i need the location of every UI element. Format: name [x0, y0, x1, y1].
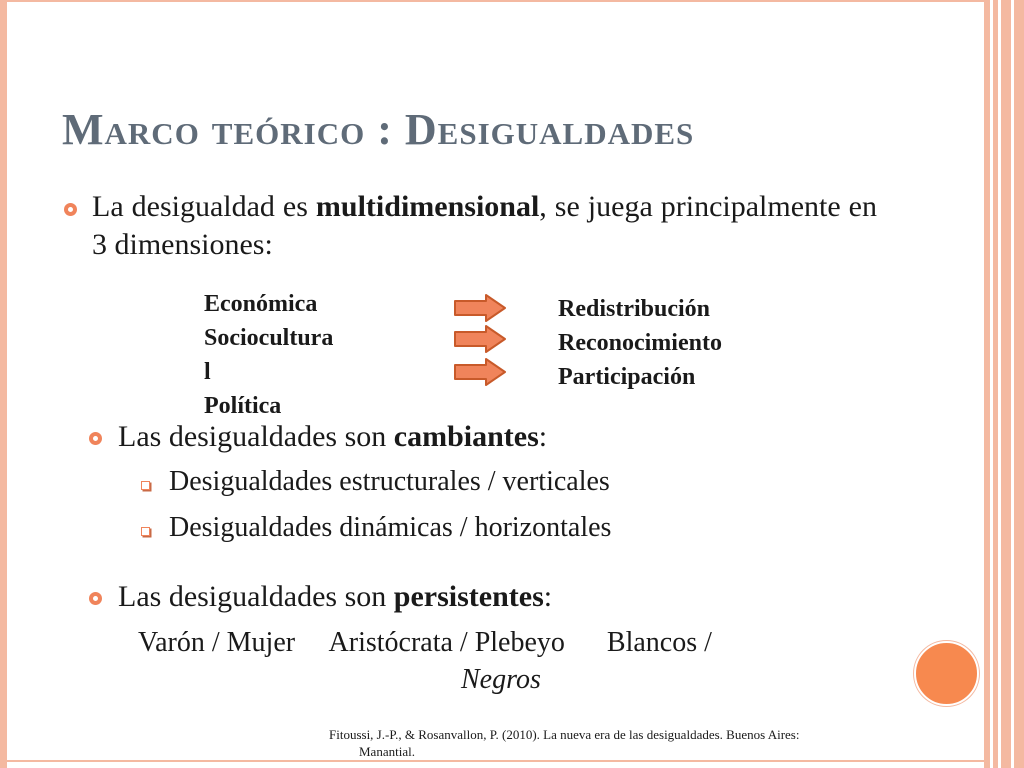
decorative-circle	[914, 641, 979, 706]
bullet-text-bold: persistentes	[393, 580, 544, 613]
bullet-multidimensional	[92, 188, 877, 264]
persistent-pairs-line1: Varón / Mujer Aristócrata / Plebeyo Blancos /	[138, 627, 712, 658]
bullet-cambiantes	[118, 418, 547, 456]
frame-top-border	[7, 0, 984, 2]
right-stripe-1	[984, 0, 990, 768]
bullet-persistentes	[118, 578, 552, 616]
dimension-item: Sociocultura	[204, 325, 334, 351]
ring-bullet-icon	[64, 203, 77, 216]
persistent-pairs-line2: Negros	[461, 664, 541, 695]
bullet-text-suffix: :	[538, 420, 548, 453]
right-arrow-icon	[453, 324, 507, 354]
dimension-result-item: Redistribución	[558, 296, 711, 322]
dimension-result-list	[558, 292, 722, 394]
square-bullet-icon	[141, 481, 150, 490]
sub-bullet-item: Desigualdades dinámicas / horizontales	[169, 512, 612, 543]
dimension-result-item: Participación	[558, 364, 696, 390]
dimension-result-item: Reconocimiento	[558, 330, 722, 356]
dimension-list	[204, 287, 333, 423]
frame-left-border	[0, 0, 7, 768]
citation-line1: Fitoussi, J.-P., & Rosanvallon, P. (2010). La nueva era de las desigualdades. Buenos Aires:	[329, 727, 800, 742]
dimension-item: Económica	[204, 291, 318, 317]
bullet-text-prefix: La desigualdad es	[92, 190, 316, 223]
bullet-text-suffix: , se juega principalmente en 3 dimensiones:	[92, 190, 877, 261]
ring-bullet-icon	[89, 432, 102, 445]
bullet-text-prefix: Las desigualdades son	[118, 420, 394, 453]
ring-bullet-icon	[89, 592, 102, 605]
bullet-text-bold: cambiantes	[393, 420, 539, 453]
citation-line2: Manantial.	[359, 744, 415, 759]
slide-title: Marco teórico : Desigualdades	[62, 105, 695, 154]
bullet-text-bold: multidimensional	[315, 190, 540, 223]
right-arrow-icon	[453, 357, 507, 387]
dimension-item: l	[204, 359, 211, 385]
right-arrow-icon	[453, 293, 507, 323]
right-stripe-2	[993, 0, 998, 768]
frame-bottom-border	[7, 760, 984, 762]
sub-bullet-item: Desigualdades estructurales / verticales	[169, 466, 610, 497]
bullet-text-suffix: :	[543, 580, 553, 613]
right-stripe-3	[1001, 0, 1011, 768]
square-bullet-icon	[141, 527, 150, 536]
dimension-item: Política	[204, 393, 282, 419]
right-stripe-4	[1014, 0, 1024, 768]
bullet-text-prefix: Las desigualdades son	[118, 580, 394, 613]
